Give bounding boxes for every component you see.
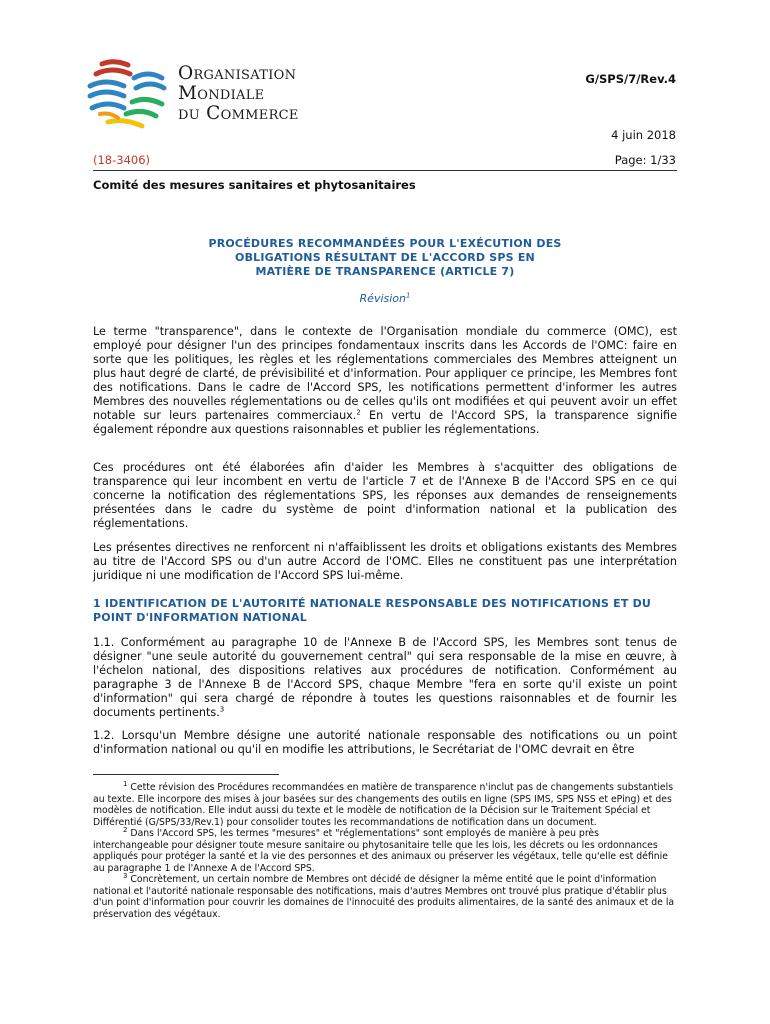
document-title (150, 237, 620, 279)
title-line-1: PROCÉDURES RECOMMANDÉES POUR L'EXÉCUTION DES (208, 237, 562, 250)
paragraph-1-text-b: En vertu de l'Accord SPS, la transparence signifie également répondre aux questions raisonnables et publier les réglementations. (93, 409, 677, 436)
footnote-mark: 2 (123, 825, 128, 834)
committee-name: Comité des mesures sanitaires et phytosanitaires (93, 178, 416, 192)
header-divider (93, 170, 677, 171)
title-line-3: MATIÈRE DE TRANSPARENCE (ARTICLE 7) (255, 265, 515, 278)
footnote-text: Concrètement, un certain nombre de Membres ont décidé de désigner la même entité que le point d'information national et l'autorité nationale responsable des notifications, mais d'autres Membres ont trouvé plus pratique d'établir plus d'un point d'information pour couvrir les domaines de l'innocuité des produits alimentaires, de la santé des animaux et de la préservation des végétaux. (93, 874, 675, 920)
document-reference: (18-3406) (93, 153, 151, 167)
section-1-heading: 1 IDENTIFICATION DE L'AUTORITÉ NATIONALE RESPONSABLE DES NOTIFICATIONS ET DU POINT D'INFORMATION NATIONAL (93, 597, 652, 624)
page-number: Page: 1/33 (614, 153, 676, 167)
paragraph-directives: Les présentes directives ne renforcent ni n'affaiblissent les droits et obligations existants des Membres au titre de l'Accord SPS ou d'un autre Accord de l'OMC. Elles ne constituent pas une interprétation juridique ni une modification de l'Accord SPS lui-même. (93, 541, 677, 582)
footnote-2 (93, 825, 677, 874)
paragraph-procedures: Ces procédures ont été élaborées afin d'aider les Membres à s'acquitter des obligations de transparence qui leur incombent en vertu de l'article 7 et de l'Annexe B de l'Accord SPS en ce qui concerne la notification des réglementations SPS, les réponses aux demandes de renseignements présentées dans le cadre du système de point d'information national et la publication des réglementations. (93, 461, 677, 530)
organization-name (178, 64, 299, 124)
footnote-ref-1: 1 (406, 291, 411, 300)
org-name-line-2: Mondiale (178, 83, 265, 104)
paragraph-1-1 (93, 636, 677, 720)
wto-logo-icon (84, 56, 174, 134)
document-symbol: G/SPS/7/Rev.4 (585, 72, 676, 86)
document-date: 4 juin 2018 (611, 128, 676, 142)
footnote-divider (93, 774, 279, 775)
footnote-text: Dans l'Accord SPS, les termes "mesures" et "réglementations" sont employés de manière à peu près interchangeable pour désigner toute mesure sanitaire ou phytosanitaire telle que les lois, les décrets ou les ordonnances appliqués pour protéger la santé et la vie des personnes et des animaux ou préserver les végétaux, telle qu'elle est définie au paragraphe 1 de l'Annexe A de l'Accord SPS. (93, 828, 668, 874)
footnote-text: Cette révision des Procédures recommandées en matière de transparence n'inclut pas de changements substantiels au texte. Elle incorpore des mises à jour basées sur des changements des outils en ligne (SPS IMS, SPS NSS et ePing) et des modèles de notification. Elle indut aussi du texte et le modèle de notification de la Décision sur le Traitement Spécial et Différentié (G/SPS/33/Rev.1) pour consolider toutes les recommandations de notification dans un document. (93, 782, 674, 828)
footnote-ref-3: 3 (219, 705, 225, 714)
footnote-ref-2: 2 (356, 408, 361, 417)
title-line-2: OBLIGATIONS RÉSULTANT DE L'ACCORD SPS EN (235, 251, 535, 264)
paragraph-1-2: 1.2. Lorsqu'un Membre désigne une autorité nationale responsable des notifications ou un point d'information national ou qu'il en modifie les attributions, le Secrétariat de l'OMC devrait en être (93, 729, 677, 756)
paragraph-1-text-a: Le terme "transparence", dans le contexte de l'Organisation mondiale du commerce (OMC), est employé pour désigner l'un des principes fondamentaux inscrits dans les Accords de l'OMC: faire en sorte que les politiques, les règles et les réglementations commerciales des Membres atteignent un plus haut degré de clarté, de prévisibilité et d'information. Pour appliquer ce principe, les Membres font des notifications. Dans le cadre de l'Accord SPS, les notifications permettent d'informer les autres Membres des nouvelles réglementations ou de celles qu'ils ont modifiées et qui peuvent avoir un effet notable sur leurs partenaires commerciaux. (93, 325, 677, 422)
footnote-mark: 1 (123, 779, 128, 788)
org-name-line-1: Organisation (178, 63, 297, 84)
footnotes (93, 779, 677, 920)
footnote-1 (93, 779, 677, 828)
revision-label (93, 292, 677, 305)
paragraph-1-1-text: 1.1. Conformément au paragraphe 10 de l'Annexe B de l'Accord SPS, les Membres sont tenus de désigner "une seule autorité du gouvernement central" qui sera responsable de la mise en œuvre, à l'échelon national, des dispositions relatives aux procédures de notification. Conformément au paragraphe 3 de l'Annexe B de l'Accord SPS, chaque Membre "fera en sorte qu'il existe un point d'information" qui sera chargé de répondre à toutes les questions raisonnables et de fournir les documents pertinents. (93, 636, 677, 719)
paragraph-transparence (93, 325, 677, 437)
revision-text: Révision (359, 292, 406, 305)
footnote-mark: 3 (123, 871, 128, 880)
org-name-line-3: du Commerce (178, 103, 299, 124)
footnote-3 (93, 871, 677, 920)
